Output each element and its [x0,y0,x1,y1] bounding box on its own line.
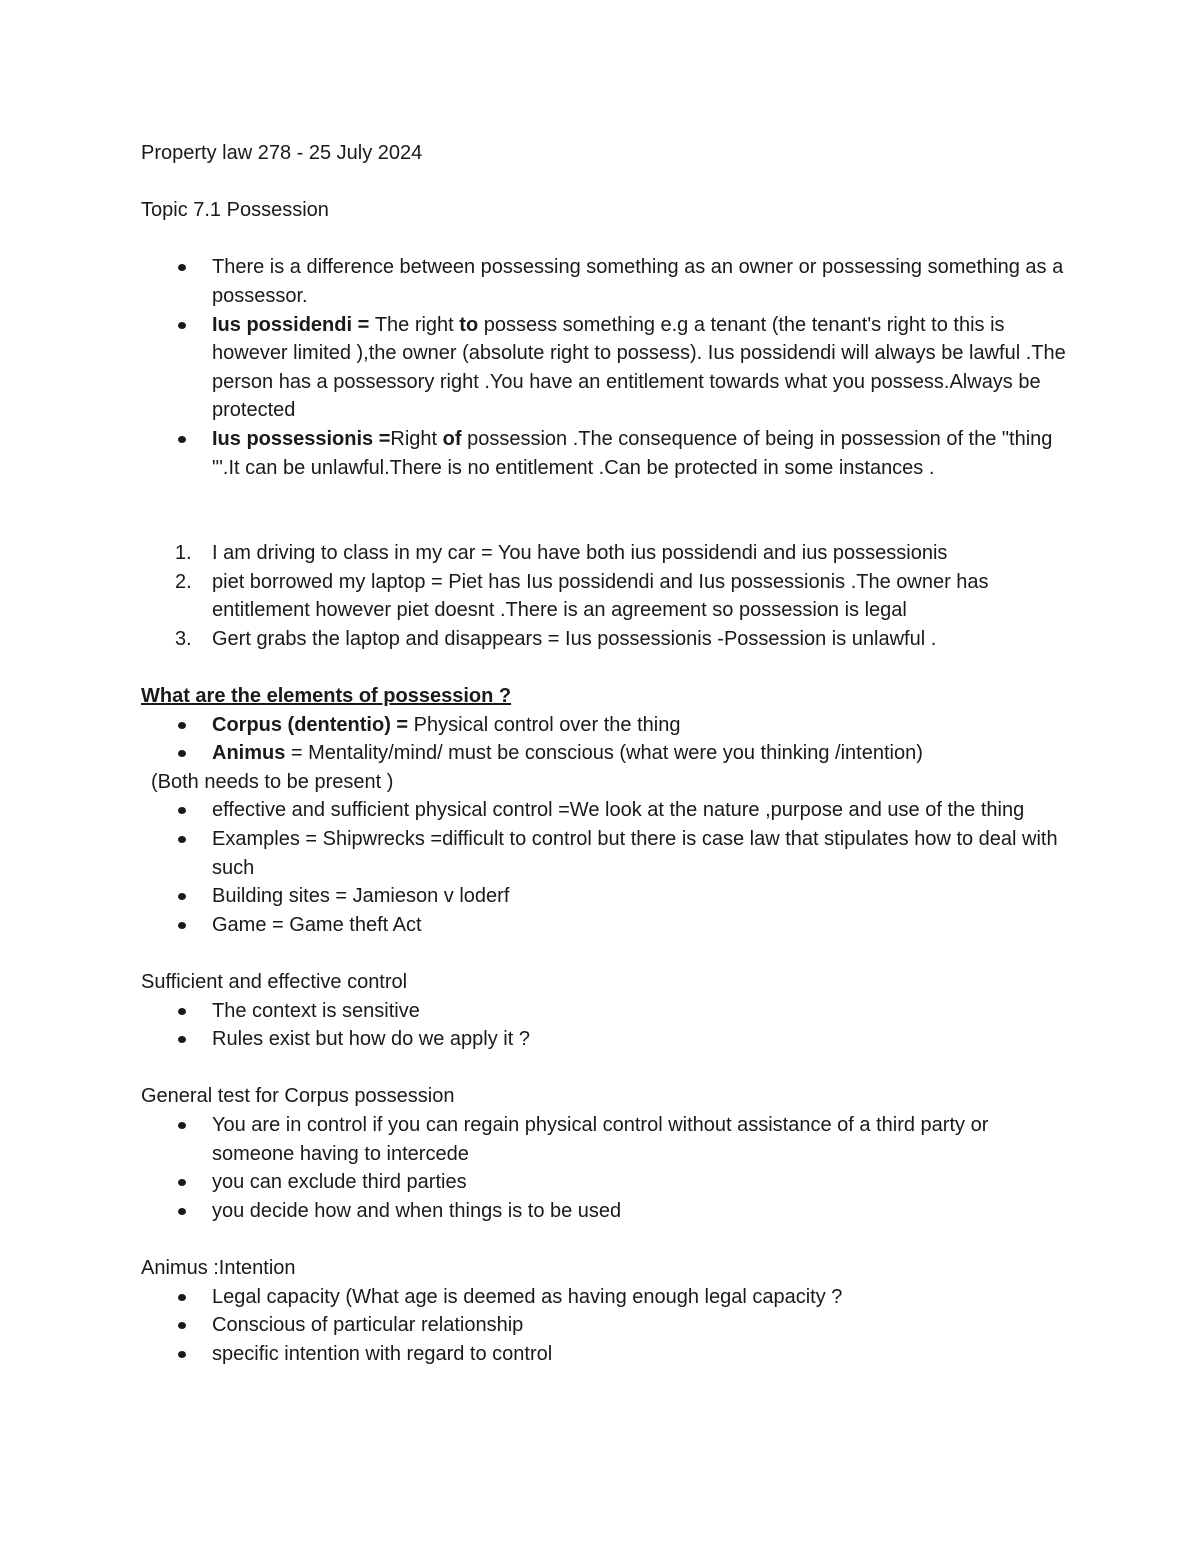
elements-list [141,711,1071,768]
list-item: specific intention with regard to control [141,1340,1071,1369]
animus-list [141,1283,1071,1369]
list-item: Rules exist but how do we apply it ? [141,1025,1071,1054]
list-item: Examples = Shipwrecks =difficult to control but there is case law that stipulates how to deal with such [141,825,1071,882]
document-body [141,139,1071,1368]
list-item: Building sites = Jamieson v loderf [141,882,1071,911]
list-item: Animus = Mentality/mind/ must be conscious (what were you thinking /intention) [141,739,1071,768]
list-item: Legal capacity (What age is deemed as having enough legal capacity ? [141,1283,1071,1312]
examples-list [141,539,1071,653]
both-note: (Both needs to be present ) [151,770,394,793]
list-item: you decide how and when things is to be used [141,1197,1071,1226]
animus-heading: Animus :Intention [141,1256,296,1279]
sufficient-list [141,997,1071,1054]
list-item: Game = Game theft Act [141,911,1071,940]
control-list [141,796,1071,939]
list-item: Corpus (dententio) = Physical control over the thing [141,711,1071,740]
document-title: Property law 278 - 25 July 2024 [141,142,423,164]
sufficient-heading: Sufficient and effective control [141,971,408,994]
list-item: 2. piet borrowed my laptop = Piet has Ius possidendi and Ius possessionis .The owner has entitlement however piet doesnt .There is an agreement so possession is legal [175,570,989,622]
general-test-heading: General test for Corpus possession [141,1085,455,1108]
list-item: 3. Gert grabs the laptop and disappears = Ius possessionis -Possession is unlawful . [175,627,937,650]
list-item: Conscious of particular relationship [141,1311,1071,1340]
list-item: 1. I am driving to class in my car = You have both ius possidendi and ius possessionis [175,542,948,565]
list-item: Ius possessionis =Right of possession .The consequence of being in possession of the "thing "'.It can be unlawful.There is no entitlement .Can be protected in some instances . [141,425,1071,482]
general-test-list [141,1111,1071,1225]
list-item: Ius possidendi = The right to possess something e.g a tenant (the tenant's right to this is however limited ),the owner (absolute right to possess). Ius possidendi will always be lawful .The person has a possessory right .You have an entitlement towards what you possess.Always be protected [141,311,1071,425]
list-item: effective and sufficient physical control =We look at the nature ,purpose and use of the thing [141,796,1071,825]
list-item: You are in control if you can regain physical control without assistance of a third party or someone having to intercede [141,1111,1071,1168]
list-item: There is a difference between possessing something as an owner or possessing something as a possessor. [141,253,1071,310]
elements-heading: What are the elements of possession ? [141,685,512,708]
list-item: The context is sensitive [141,997,1071,1026]
intro-list [141,253,1071,482]
topic-heading: Topic 7.1 Possession [141,199,329,222]
list-item: you can exclude third parties [141,1168,1071,1197]
